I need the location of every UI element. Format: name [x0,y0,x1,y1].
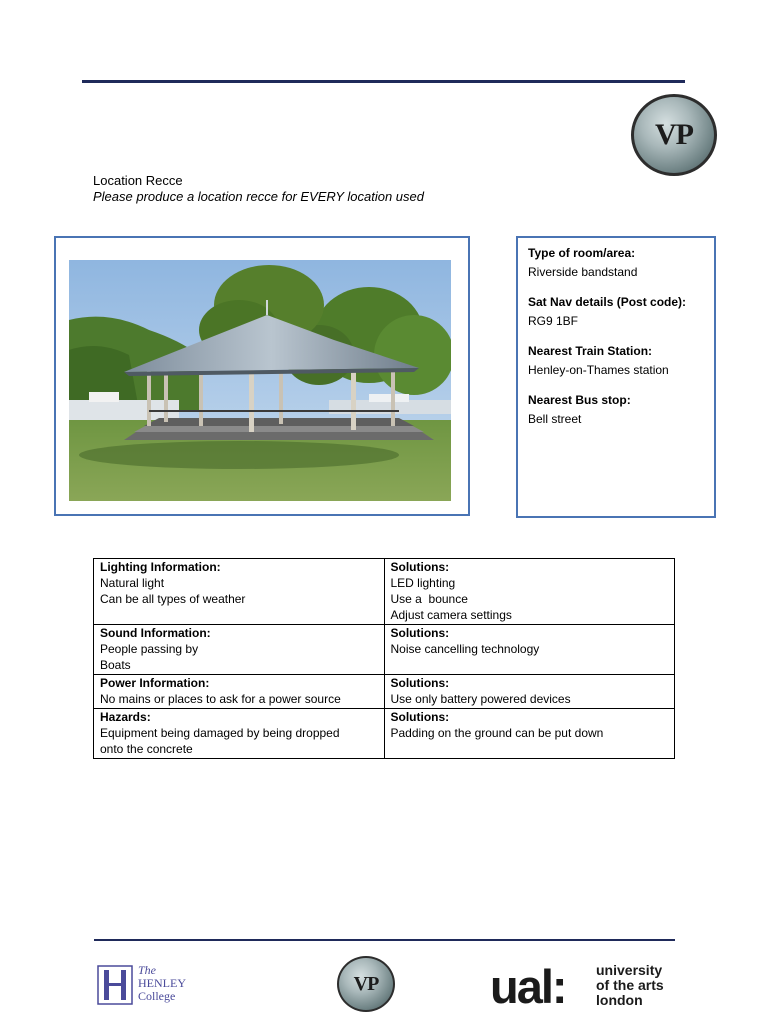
satnav-value: RG9 1BF [528,314,579,328]
sound-cell [94,625,385,675]
sound-solutions-cell [384,625,675,675]
power-label: Power Information: [100,676,210,690]
vp-footer-logo [337,956,395,1012]
cell-line: Use a bounce [390,592,468,606]
train-station-label: Nearest Train Station: [528,344,653,358]
cell-line: Use only battery powered devices [390,692,571,706]
page-heading [93,173,424,205]
page-subtitle: Please produce a location recce for EVERY location used [93,189,424,204]
vp-logo [631,94,717,176]
henley-the: The [138,963,156,977]
table-row [94,625,675,675]
footer-rule [94,939,675,941]
power-solutions-cell [384,675,675,709]
header-rule [82,80,685,83]
bus-stop-group [528,391,704,429]
cell-line: Can be all types of weather [100,592,246,606]
solutions-label: Solutions: [390,710,450,724]
table-row [94,709,675,759]
solutions-label: Solutions: [390,560,450,574]
cell-line: Equipment being damaged by being dropped [100,726,340,740]
henley-college-logo [96,964,206,1008]
ual-line: university [596,962,663,978]
cell-line: Padding on the ground can be put down [390,726,604,740]
ual-line: of the arts [596,977,664,993]
henley-name: HENLEY [138,976,186,990]
ual-mark: ual: [490,960,566,1013]
hazards-cell [94,709,385,759]
cell-line: LED lighting [390,576,456,590]
ual-wordmark [596,963,664,1008]
lighting-solutions-cell [384,559,675,625]
cell-line: Natural light [100,576,165,590]
room-type-value: Riverside bandstand [528,265,638,279]
lighting-label: Lighting Information: [100,560,221,574]
solutions-label: Solutions: [390,676,450,690]
satnav-label: Sat Nav details (Post code): [528,295,687,309]
cell-line: Noise cancelling technology [390,642,540,656]
sound-label: Sound Information: [100,626,211,640]
bus-stop-value: Bell street [528,412,582,426]
cell-line: Boats [100,658,131,672]
hazards-solutions-cell [384,709,675,759]
recce-table [93,558,675,759]
henley-college: College [138,989,176,1003]
hazards-label: Hazards: [100,710,151,724]
bus-stop-label: Nearest Bus stop: [528,393,631,407]
room-type-label: Type of room/area: [528,246,636,260]
vp-footer-logo-text: VP [353,972,379,995]
cell-line: onto the concrete [100,742,193,756]
train-station-value: Henley-on-Thames station [528,363,669,377]
page-title: Location Recce [93,173,183,188]
power-cell [94,675,385,709]
location-photo [69,260,451,501]
bandstand-image [69,260,451,501]
room-type-group [528,244,704,282]
table-row [94,559,675,625]
henley-monogram-icon [96,964,134,1006]
location-details [516,236,716,518]
lighting-cell [94,559,385,625]
vp-logo-text: VP [655,118,693,151]
table-row [94,675,675,709]
satnav-group [528,293,704,331]
cell-line: No mains or places to ask for a power source [100,692,341,706]
train-station-group [528,342,704,380]
ual-line: london [596,992,643,1008]
henley-wordmark [138,964,186,1003]
solutions-label: Solutions: [390,626,450,640]
cell-line: People passing by [100,642,199,656]
ual-logo [490,962,680,1012]
cell-line: Adjust camera settings [390,608,512,622]
location-photo-frame [54,236,470,516]
